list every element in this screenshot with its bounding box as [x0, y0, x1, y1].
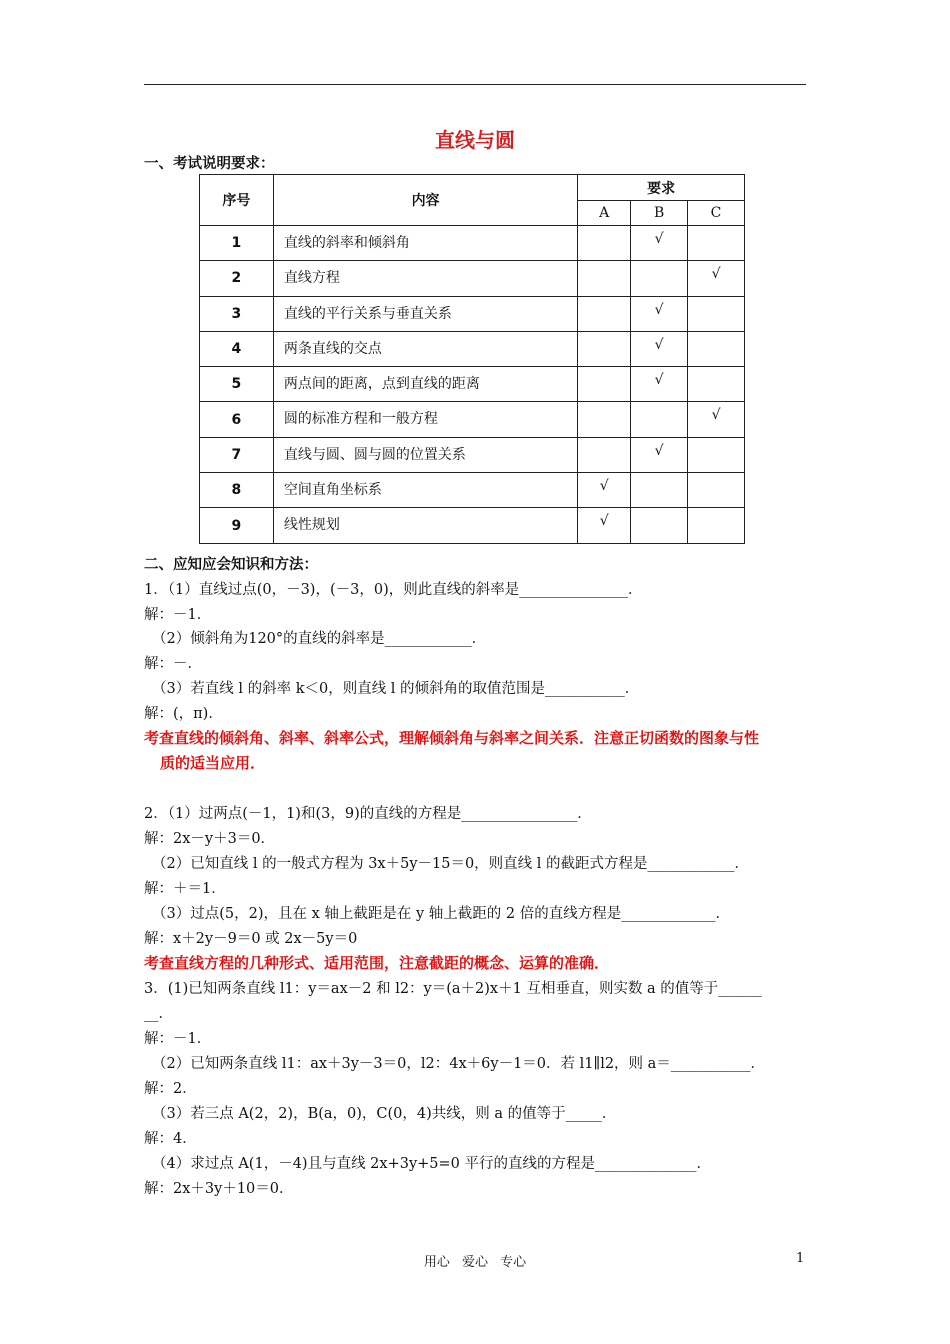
row-b — [631, 473, 688, 508]
text-line: 解：x＋2y－9＝0 或 2x－5y＝0 — [144, 931, 358, 947]
row-c — [688, 508, 745, 543]
text-line: 3．(1)已知两条直线 l1：y＝ax－2 和 l2：y＝(a＋2)x＋1 互相垂直，则实数 a 的值等于______ — [144, 981, 762, 997]
row-content: 直线的斜率和倾斜角 — [273, 226, 577, 261]
header-content: 内容 — [273, 175, 577, 226]
row-c — [688, 437, 745, 472]
row-number: 2 — [200, 261, 274, 296]
row-content: 两条直线的交点 — [273, 331, 577, 366]
text-line: 解：2x＋3y＋10＝0． — [144, 1181, 294, 1197]
text-line: 解：2． — [144, 1081, 197, 1097]
row-content: 直线方程 — [273, 261, 577, 296]
row-content: 空间直角坐标系 — [273, 473, 577, 508]
row-a — [578, 261, 631, 296]
row-c — [688, 367, 745, 402]
row-number: 9 — [200, 508, 274, 543]
table-row — [200, 437, 745, 472]
text-line: __． — [144, 1006, 173, 1022]
row-content: 直线与圆、圆与圆的位置关系 — [273, 437, 577, 472]
text-line: （2）已知两条直线 l1：ax＋3y－3＝0，l2：4x＋6y－1＝0．若 l1∥l2，则 a＝___________． — [152, 1056, 766, 1072]
row-b: √ — [631, 367, 688, 402]
row-c — [688, 296, 745, 331]
table-row — [200, 473, 745, 508]
row-a: √ — [578, 508, 631, 543]
header-no: 序号 — [200, 175, 274, 226]
text-line: （3）过点(5，2)，且在 x 轴上截距是在 y 轴上截距的 2 倍的直线方程是_____________． — [152, 906, 730, 922]
note-1-line-1: 考查直线的倾斜角、斜率、斜率公式，理解倾斜角与斜率之间关系．注意正切函数的图象与性 — [144, 729, 760, 747]
row-b: √ — [631, 331, 688, 366]
text-line: 1．（1）直线过点(0，－3)，(－3，0)，则此直线的斜率是_______________． — [144, 582, 643, 598]
header-requirement: 要求 — [578, 175, 745, 201]
section-2-heading: 二、应知应会知识和方法： — [144, 557, 318, 573]
row-content: 线性规划 — [273, 508, 577, 543]
text-line: 解：－1． — [144, 607, 212, 623]
text-line: （4）求过点 A(1，－4)且与直线 2x+3y+5=0 平行的直线的方程是______________． — [152, 1156, 712, 1172]
row-c — [688, 331, 745, 366]
header-rule — [144, 84, 806, 85]
row-a — [578, 296, 631, 331]
table-row — [200, 367, 745, 402]
row-a — [578, 226, 631, 261]
text-line: （3）若直线 l 的斜率 k＜0，则直线 l 的倾斜角的取值范围是___________． — [152, 681, 640, 697]
row-c: √ — [688, 402, 745, 437]
row-content: 两点间的距离，点到直线的距离 — [273, 367, 577, 402]
row-b: √ — [631, 437, 688, 472]
header-b: B — [631, 201, 688, 226]
text-line: （3）若三点 A(2，2)，B(a，0)，C(0，4)共线，则 a 的值等于_____． — [152, 1106, 617, 1122]
text-line: 解：2x－y＋3＝0． — [144, 831, 276, 847]
table-row — [200, 331, 745, 366]
header-c: C — [688, 201, 745, 226]
row-content: 直线的平行关系与垂直关系 — [273, 296, 577, 331]
text-line: 解：－． — [144, 656, 202, 672]
page-number: 1 — [796, 1251, 805, 1266]
row-a — [578, 331, 631, 366]
row-number: 4 — [200, 331, 274, 366]
row-content: 圆的标准方程和一般方程 — [273, 402, 577, 437]
row-number: 7 — [200, 437, 274, 472]
table-row — [200, 508, 745, 543]
row-b — [631, 508, 688, 543]
row-a — [578, 437, 631, 472]
row-c: √ — [688, 261, 745, 296]
header-a: A — [578, 201, 631, 226]
row-number: 5 — [200, 367, 274, 402]
row-number: 6 — [200, 402, 274, 437]
row-a: √ — [578, 473, 631, 508]
note-1-line-2: 质的适当应用． — [160, 754, 266, 772]
row-b — [631, 402, 688, 437]
table-row — [200, 226, 745, 261]
text-line: 解：＋＝1． — [144, 881, 226, 897]
page-title: 直线与圆 — [435, 128, 515, 152]
footer-text: 用心 爱心 专心 — [423, 1255, 527, 1270]
row-c — [688, 473, 745, 508]
row-a — [578, 402, 631, 437]
text-line: 2．（1）过两点(－1，1)和(3，9)的直线的方程是________________． — [144, 806, 592, 822]
row-b: √ — [631, 226, 688, 261]
table-row — [200, 402, 745, 437]
requirements-table — [199, 174, 745, 544]
note-2: 考查直线方程的几种形式、适用范围，注意截距的概念、运算的准确． — [144, 954, 610, 972]
row-number: 1 — [200, 226, 274, 261]
table-row — [200, 261, 745, 296]
text-line: （2）已知直线 l 的一般式方程为 3x＋5y－15＝0，则直线 l 的截距式方程是____________． — [152, 856, 750, 872]
row-a — [578, 367, 631, 402]
text-line: （2）倾斜角为120°的直线的斜率是____________． — [152, 631, 487, 647]
row-b — [631, 261, 688, 296]
table-row — [200, 296, 745, 331]
text-line: 解：(，π)． — [144, 706, 223, 722]
section-1-heading: 一、考试说明要求： — [144, 156, 275, 172]
row-b: √ — [631, 296, 688, 331]
text-line: 解：－1． — [144, 1031, 212, 1047]
row-number: 3 — [200, 296, 274, 331]
row-number: 8 — [200, 473, 274, 508]
text-line: 解：4． — [144, 1131, 197, 1147]
row-c — [688, 226, 745, 261]
